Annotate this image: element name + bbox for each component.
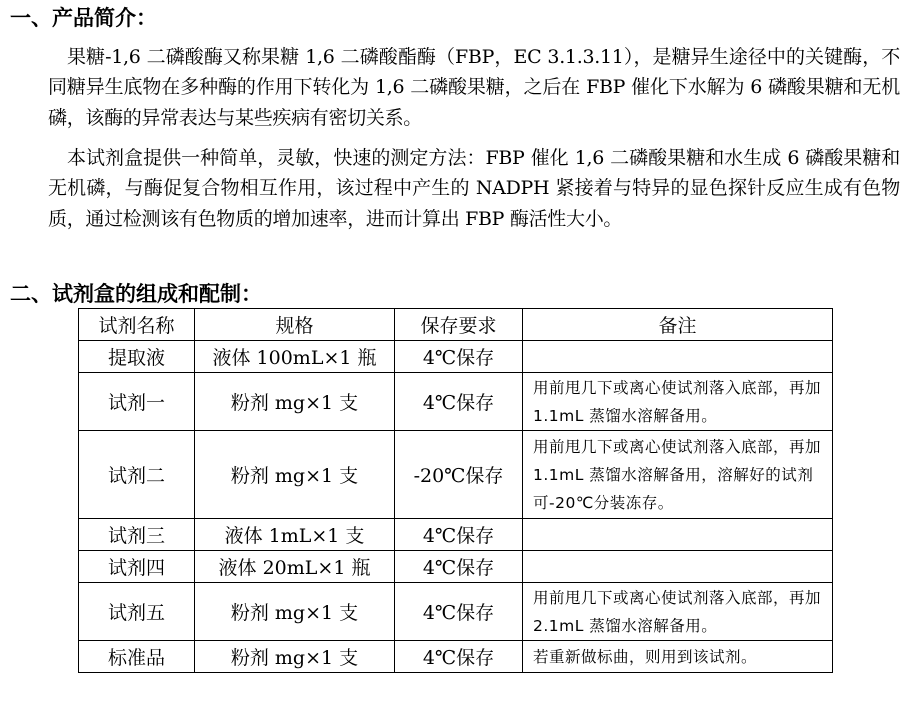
cell-storage: 4℃保存 (395, 519, 523, 551)
table-row (79, 519, 833, 551)
cell-reagent-name: 试剂二 (79, 431, 195, 519)
table-row (79, 551, 833, 583)
cell-storage: 4℃保存 (395, 641, 523, 673)
cell-note: 用前甩几下或离心使试剂落入底部，再加 1.1mL 蒸馏水溶解备用。 (523, 373, 833, 431)
cell-reagent-name: 标准品 (79, 641, 195, 673)
cell-reagent-name: 提取液 (79, 341, 195, 373)
intro-paragraph-2: 本试剂盒提供一种简单，灵敏，快速的测定方法：FBP 催化 1,6 二磷酸果糖和水生成 6 磷酸果糖和无机磷，与酶促复合物相互作用，该过程中产生的 NADPH 紧接着与特异的显色探针反应生成有色物质，通过检测该有色物质的增加速率，进而计算出 FBP 酶活性大小。 (48, 147, 900, 230)
cell-note: 用前甩几下或离心使试剂落入底部，再加 1.1mL 蒸馏水溶解备用，溶解好的试剂可-20℃分装冻存。 (523, 431, 833, 519)
section-heading-intro: 一、产品简介： (10, 6, 157, 30)
cell-note: 若重新做标曲，则用到该试剂。 (523, 641, 833, 673)
table-row (79, 431, 833, 519)
cell-spec: 粉剂 mg×1 支 (195, 431, 395, 519)
table-row (79, 341, 833, 373)
header-note: 备注 (523, 309, 833, 341)
intro-paragraph-1: 果糖-1,6 二磷酸酶又称果糖 1,6 二磷酸酯酶（FBP，EC 3.1.3.11），是糖异生途径中的关键酶，不同糖异生底物在多种酶的作用下转化为 1,6 二磷酸果糖，之后在 FBP 催化下水解为 6 磷酸果糖和无机磷，该酶的异常表达与某些疾病有密切关系。 (48, 46, 900, 129)
cell-note (523, 551, 833, 583)
cell-reagent-name: 试剂四 (79, 551, 195, 583)
cell-storage: 4℃保存 (395, 583, 523, 641)
table-header-row (79, 309, 833, 341)
cell-spec: 液体 20mL×1 瓶 (195, 551, 395, 583)
cell-reagent-name: 试剂一 (79, 373, 195, 431)
cell-storage: 4℃保存 (395, 373, 523, 431)
header-storage: 保存要求 (395, 309, 523, 341)
header-reagent-name: 试剂名称 (79, 309, 195, 341)
cell-note (523, 341, 833, 373)
cell-note: 用前甩几下或离心使试剂落入底部，再加 2.1mL 蒸馏水溶解备用。 (523, 583, 833, 641)
cell-spec: 粉剂 mg×1 支 (195, 583, 395, 641)
cell-spec: 粉剂 mg×1 支 (195, 641, 395, 673)
table-row (79, 373, 833, 431)
cell-reagent-name: 试剂三 (79, 519, 195, 551)
cell-note (523, 519, 833, 551)
cell-storage: 4℃保存 (395, 341, 523, 373)
cell-spec: 液体 1mL×1 支 (195, 519, 395, 551)
cell-reagent-name: 试剂五 (79, 583, 195, 641)
reagent-table (78, 308, 833, 673)
cell-spec: 粉剂 mg×1 支 (195, 373, 395, 431)
header-spec: 规格 (195, 309, 395, 341)
cell-storage: 4℃保存 (395, 551, 523, 583)
cell-storage: -20℃保存 (395, 431, 523, 519)
cell-spec: 液体 100mL×1 瓶 (195, 341, 395, 373)
table-row (79, 583, 833, 641)
table-row (79, 641, 833, 673)
section-heading-kit-composition: 二、试剂盒的组成和配制： (10, 282, 262, 306)
